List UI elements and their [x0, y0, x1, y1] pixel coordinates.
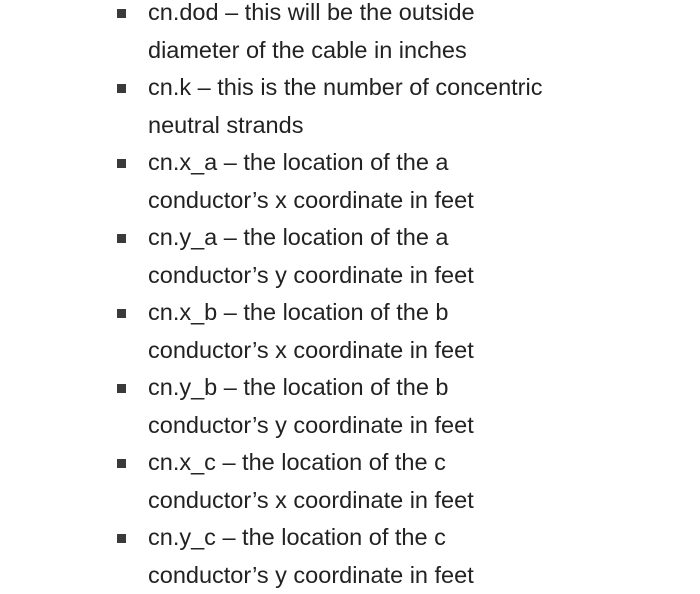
- square-bullet-icon: [117, 384, 126, 393]
- item-line-1: cn.y_a – the location of the a: [148, 224, 449, 250]
- item-line-2: diameter of the cable in inches: [148, 36, 467, 63]
- parameter-bullet-list: [148, 0, 618, 594]
- item-line-2: conductor’s y coordinate in feet: [148, 411, 474, 438]
- square-bullet-icon: [117, 534, 126, 543]
- item-line-1: cn.x_c – the location of the c: [148, 449, 446, 475]
- square-bullet-icon: [117, 159, 126, 168]
- item-line-1: cn.y_b – the location of the b: [148, 374, 449, 400]
- list-item: [148, 369, 618, 444]
- list-item: [148, 0, 618, 69]
- list-item: [148, 144, 618, 219]
- square-bullet-icon: [117, 459, 126, 468]
- list-item: [148, 444, 618, 519]
- square-bullet-icon: [117, 84, 126, 93]
- item-line-2: neutral strands: [148, 111, 304, 138]
- item-line-2: conductor’s y coordinate in feet: [148, 261, 474, 288]
- item-line-1: cn.x_b – the location of the b: [148, 299, 449, 325]
- item-line-2: conductor’s x coordinate in feet: [148, 336, 474, 363]
- square-bullet-icon: [117, 234, 126, 243]
- square-bullet-icon: [117, 9, 126, 18]
- item-line-2: conductor’s y coordinate in feet: [148, 561, 474, 588]
- item-line-1: cn.x_a – the location of the a: [148, 149, 449, 175]
- item-line-1: cn.k – this is the number of concentric: [148, 74, 543, 100]
- item-line-1: cn.y_c – the location of the c: [148, 524, 446, 550]
- list-item: [148, 294, 618, 369]
- list-item: [148, 69, 618, 144]
- item-line-2: conductor’s x coordinate in feet: [148, 486, 474, 513]
- item-line-2: conductor’s x coordinate in feet: [148, 186, 474, 213]
- square-bullet-icon: [117, 309, 126, 318]
- list-item: [148, 519, 618, 594]
- item-line-1: cn.dod – this will be the outside: [148, 0, 475, 25]
- list-item: [148, 219, 618, 294]
